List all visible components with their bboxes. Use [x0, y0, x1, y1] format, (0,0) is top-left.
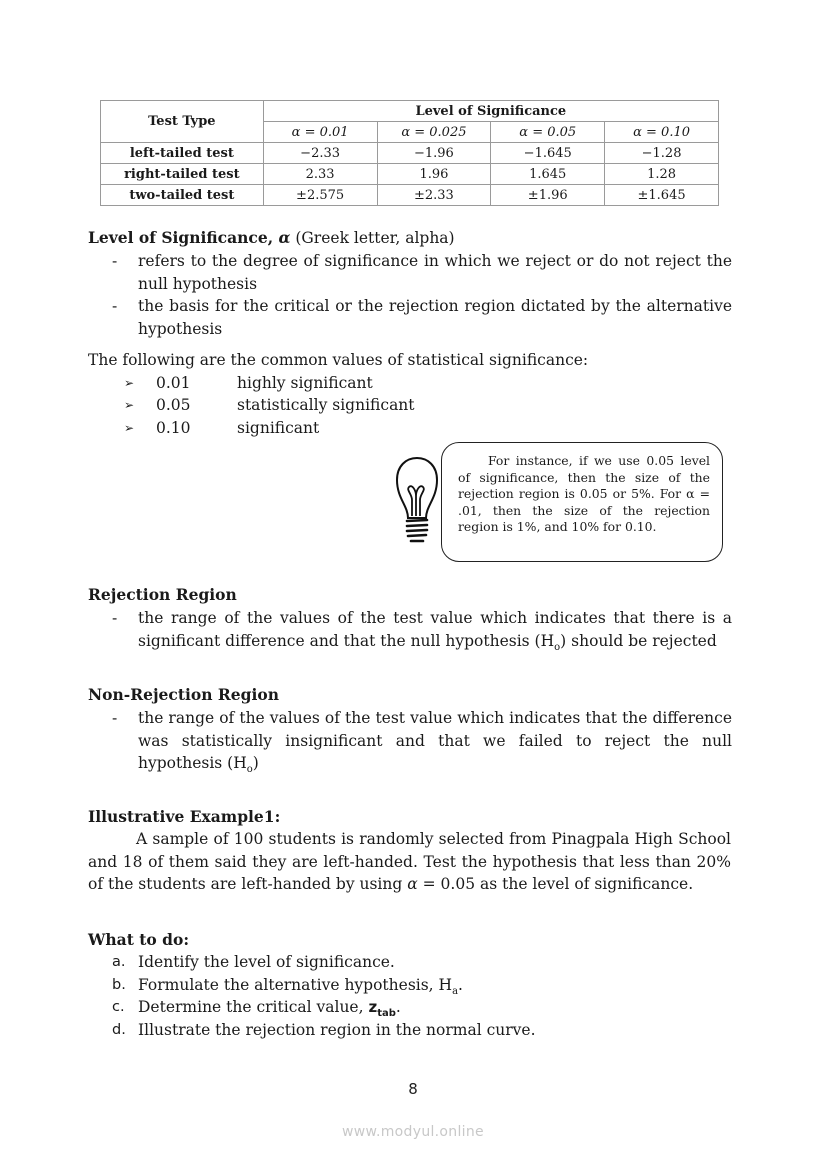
- bullet-text-part: ) should be rejected: [560, 631, 717, 650]
- page-number: 8: [408, 1080, 418, 1098]
- table-cell: −1.96: [377, 143, 491, 164]
- table-cell: 2.33: [263, 164, 377, 185]
- table-cell: −1.645: [491, 143, 605, 164]
- subscript: o: [246, 764, 253, 776]
- list-letter: c.: [112, 999, 125, 1015]
- significance-label: highly significant: [237, 374, 373, 392]
- table-cell: 1.28: [605, 164, 719, 185]
- table-cell: −1.28: [605, 143, 719, 164]
- rejection-region-heading: Rejection Region: [88, 585, 237, 604]
- table-row: [101, 164, 719, 185]
- alpha-symbol: α: [278, 228, 291, 247]
- watermark: www.modyul.online: [342, 1124, 484, 1140]
- example-text-part: A sample of 100 students is randomly selected from Pinagpala High School and 18 of them said they are left-handed. Test the hypothesis that less than 20% of the students are left-handed by using: [88, 830, 731, 893]
- list-letter: d.: [112, 1022, 126, 1038]
- table-row: [101, 185, 719, 206]
- row-test-type: right-tailed test: [101, 164, 264, 185]
- tip-body: For instance, if we use 0.05 level of significance, then the size of the rejection region is 0.05 or 5%. For α = .01, then the size of the rejection region is 1%, and 10% for 0.10.: [458, 453, 710, 534]
- arrow-bullet-icon: ➢: [124, 376, 135, 390]
- table-cell: −2.33: [263, 143, 377, 164]
- list-text-part: Determine the critical value,: [138, 998, 369, 1016]
- lightbulb-icon: [395, 456, 439, 548]
- header-test-type: Test Type: [101, 101, 264, 143]
- dash-bullet: -: [112, 297, 118, 315]
- alpha-symbol: α: [407, 875, 418, 893]
- alpha-col-header: α = 0.025: [377, 122, 491, 143]
- table-cell: ±2.33: [377, 185, 491, 206]
- tip-text: [458, 453, 710, 536]
- table-cell: ±2.575: [263, 185, 377, 206]
- what-to-do-heading: What to do:: [88, 930, 190, 949]
- significance-value: 0.01: [156, 374, 191, 392]
- list-text-part: .: [458, 976, 463, 994]
- header-level-of-significance: Level of Significance: [263, 101, 718, 122]
- bullet-text: refers to the degree of significance in which we reject or do not reject the null hypothesis: [138, 252, 732, 293]
- table-cell: ±1.645: [605, 185, 719, 206]
- bullet-text: [138, 707, 732, 782]
- bullet-text-part: the range of the values of the test value which indicates that the difference was statistically insignificant and that we failed to reject the null hypothesis (H: [138, 709, 732, 772]
- bullet-text-part: the range of the values of the test value which indicates that there is a significant difference and that the null hypothesis (H: [138, 609, 732, 650]
- arrow-bullet-icon: ➢: [124, 398, 135, 412]
- dash-bullet: -: [112, 609, 118, 627]
- heading-text: Level of Significance,: [88, 228, 279, 247]
- common-values-intro: The following are the common values of statistical significance:: [88, 351, 589, 369]
- significance-label: significant: [237, 419, 320, 437]
- alpha-col-header: α = 0.10: [605, 122, 719, 143]
- list-letter: b.: [112, 977, 126, 993]
- level-of-significance-heading: [88, 227, 455, 250]
- significance-value: 0.10: [156, 419, 191, 437]
- table-cell: 1.96: [377, 164, 491, 185]
- heading-note: (Greek letter, alpha): [290, 229, 455, 247]
- example-text: [88, 828, 731, 896]
- row-test-type: left-tailed test: [101, 143, 264, 164]
- example-heading: Illustrative Example1:: [88, 807, 281, 826]
- row-test-type: two-tailed test: [101, 185, 264, 206]
- list-text-part: .: [395, 998, 401, 1016]
- bullet-text: [138, 607, 732, 659]
- table-row: [101, 143, 719, 164]
- critical-values-table: [100, 100, 719, 206]
- dash-bullet: -: [112, 252, 118, 270]
- list-text: Identify the level of significance.: [138, 953, 395, 971]
- z-letter: z: [368, 998, 378, 1016]
- subscript: tab: [377, 1008, 396, 1019]
- dash-bullet: -: [112, 709, 118, 727]
- significance-label: statistically significant: [237, 396, 415, 414]
- alpha-col-header: α = 0.01: [263, 122, 377, 143]
- table-cell: 1.645: [491, 164, 605, 185]
- bullet-text: the basis for the critical or the rejection region dictated by the alternative hypothesis: [138, 297, 732, 338]
- significance-value: 0.05: [156, 396, 191, 414]
- list-letter: a.: [112, 954, 126, 970]
- non-rejection-region-heading: Non-Rejection Region: [88, 685, 279, 704]
- example-text-part: = 0.05 as the level of significance.: [417, 875, 694, 893]
- subscript: o: [554, 641, 561, 653]
- subscript: a: [452, 986, 459, 998]
- alpha-col-header: α = 0.05: [491, 122, 605, 143]
- list-text-part: Formulate the alternative hypothesis, H: [138, 976, 453, 994]
- bullet-text-part: ): [252, 754, 259, 772]
- table-cell: ±1.96: [491, 185, 605, 206]
- z-tab-symbol: [368, 998, 396, 1019]
- arrow-bullet-icon: ➢: [124, 421, 135, 435]
- list-text: Illustrate the rejection region in the normal curve.: [138, 1021, 536, 1039]
